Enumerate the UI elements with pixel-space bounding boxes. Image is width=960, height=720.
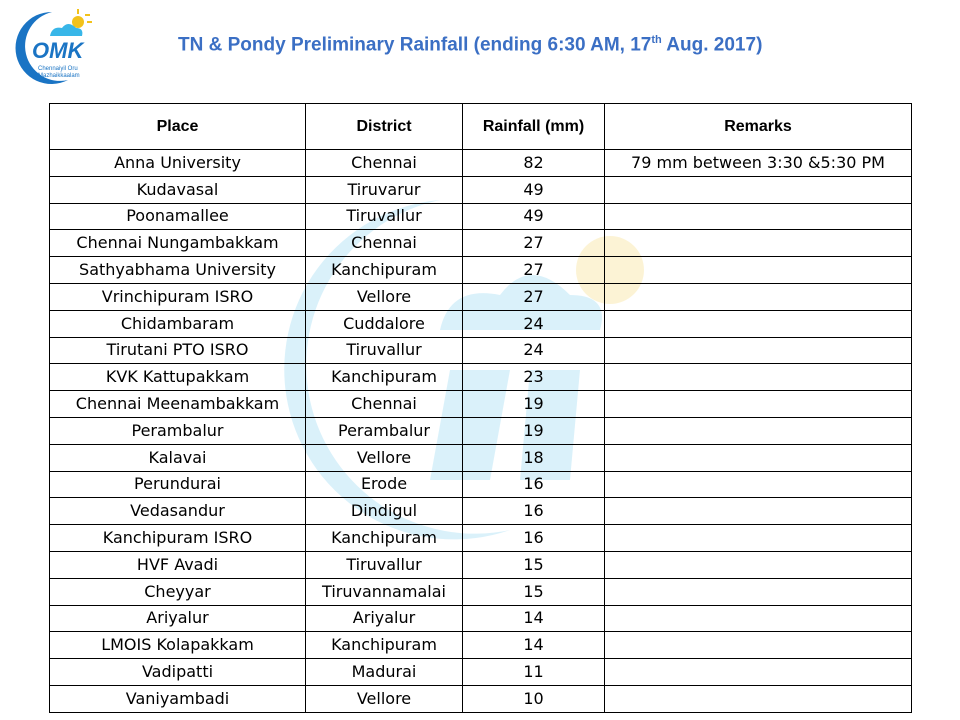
table-header-row bbox=[50, 104, 912, 150]
cell-rainfall: 49 bbox=[463, 176, 605, 203]
cell-place: Kalavai bbox=[50, 444, 306, 471]
rainfall-table bbox=[49, 103, 912, 713]
cell-rainfall: 15 bbox=[463, 551, 605, 578]
cell-district: Chennai bbox=[306, 230, 463, 257]
table-row bbox=[50, 551, 912, 578]
cell-place: Chennai Meenambakkam bbox=[50, 391, 306, 418]
cell-remarks bbox=[605, 310, 912, 337]
header-remarks: Remarks bbox=[605, 104, 912, 150]
cell-remarks bbox=[605, 551, 912, 578]
page-title: TN & Pondy Preliminary Rainfall (ending 6:30 AM, 17th Aug. 2017) bbox=[178, 34, 763, 56]
cell-rainfall: 27 bbox=[463, 257, 605, 284]
cell-district: Vellore bbox=[306, 283, 463, 310]
cell-place: Perundurai bbox=[50, 471, 306, 498]
cell-place: HVF Avadi bbox=[50, 551, 306, 578]
header-district: District bbox=[306, 104, 463, 150]
cell-place: Vaniyambadi bbox=[50, 685, 306, 712]
cell-remarks bbox=[605, 685, 912, 712]
cell-place: KVK Kattupakkam bbox=[50, 364, 306, 391]
cell-place: Perambalur bbox=[50, 417, 306, 444]
cell-district: Chennai bbox=[306, 150, 463, 177]
table-row bbox=[50, 659, 912, 686]
cell-remarks bbox=[605, 498, 912, 525]
cell-district: Kanchipuram bbox=[306, 525, 463, 552]
table-row bbox=[50, 337, 912, 364]
cell-place: Kudavasal bbox=[50, 176, 306, 203]
svg-text:OMK: OMK bbox=[32, 38, 84, 63]
cell-district: Perambalur bbox=[306, 417, 463, 444]
cell-district: Erode bbox=[306, 471, 463, 498]
cell-remarks bbox=[605, 337, 912, 364]
cell-remarks bbox=[605, 257, 912, 284]
table-row bbox=[50, 176, 912, 203]
cell-remarks bbox=[605, 230, 912, 257]
cell-remarks bbox=[605, 605, 912, 632]
cell-district: Tiruvallur bbox=[306, 337, 463, 364]
cell-remarks bbox=[605, 391, 912, 418]
table-row bbox=[50, 203, 912, 230]
cell-rainfall: 27 bbox=[463, 283, 605, 310]
cell-district: Dindigul bbox=[306, 498, 463, 525]
cell-remarks bbox=[605, 632, 912, 659]
cell-place: Kanchipuram ISRO bbox=[50, 525, 306, 552]
cell-remarks bbox=[605, 578, 912, 605]
table-row bbox=[50, 257, 912, 284]
cell-rainfall: 14 bbox=[463, 632, 605, 659]
cell-rainfall: 11 bbox=[463, 659, 605, 686]
cell-remarks bbox=[605, 525, 912, 552]
cell-rainfall: 14 bbox=[463, 605, 605, 632]
cell-rainfall: 16 bbox=[463, 525, 605, 552]
table-row bbox=[50, 632, 912, 659]
table-row bbox=[50, 364, 912, 391]
cell-place: Anna University bbox=[50, 150, 306, 177]
cell-district: Cuddalore bbox=[306, 310, 463, 337]
cell-place: Ariyalur bbox=[50, 605, 306, 632]
cell-district: Tiruvallur bbox=[306, 551, 463, 578]
cell-place: Chidambaram bbox=[50, 310, 306, 337]
cell-remarks: 79 mm between 3:30 &5:30 PM bbox=[605, 150, 912, 177]
table-row bbox=[50, 417, 912, 444]
cell-place: Poonamallee bbox=[50, 203, 306, 230]
cell-rainfall: 27 bbox=[463, 230, 605, 257]
cell-district: Vellore bbox=[306, 444, 463, 471]
cell-remarks bbox=[605, 417, 912, 444]
cell-district: Chennai bbox=[306, 391, 463, 418]
table-row bbox=[50, 230, 912, 257]
table-row bbox=[50, 150, 912, 177]
cell-place: Vadipatti bbox=[50, 659, 306, 686]
cell-district: Ariyalur bbox=[306, 605, 463, 632]
svg-text:Mazhaikkaalam: Mazhaikkaalam bbox=[38, 73, 80, 79]
cell-remarks bbox=[605, 176, 912, 203]
cell-rainfall: 16 bbox=[463, 471, 605, 498]
cell-remarks bbox=[605, 444, 912, 471]
cell-rainfall: 23 bbox=[463, 364, 605, 391]
cell-remarks bbox=[605, 203, 912, 230]
cell-rainfall: 19 bbox=[463, 417, 605, 444]
table-row bbox=[50, 283, 912, 310]
cell-rainfall: 15 bbox=[463, 578, 605, 605]
table-row bbox=[50, 605, 912, 632]
cell-district: Tiruvarur bbox=[306, 176, 463, 203]
cell-rainfall: 24 bbox=[463, 337, 605, 364]
table-row bbox=[50, 525, 912, 552]
cell-rainfall: 49 bbox=[463, 203, 605, 230]
svg-text:Chennaiyil Oru: Chennaiyil Oru bbox=[38, 66, 78, 72]
table-row bbox=[50, 310, 912, 337]
cell-district: Kanchipuram bbox=[306, 364, 463, 391]
cell-place: Vrinchipuram ISRO bbox=[50, 283, 306, 310]
cell-district: Kanchipuram bbox=[306, 257, 463, 284]
cell-rainfall: 16 bbox=[463, 498, 605, 525]
cell-rainfall: 10 bbox=[463, 685, 605, 712]
header-place: Place bbox=[50, 104, 306, 150]
cell-rainfall: 24 bbox=[463, 310, 605, 337]
cell-remarks bbox=[605, 471, 912, 498]
table-row bbox=[50, 498, 912, 525]
table-row bbox=[50, 471, 912, 498]
table-row bbox=[50, 685, 912, 712]
table-row bbox=[50, 444, 912, 471]
cell-rainfall: 19 bbox=[463, 391, 605, 418]
cell-place: Vedasandur bbox=[50, 498, 306, 525]
cell-district: Tiruvannamalai bbox=[306, 578, 463, 605]
cell-district: Kanchipuram bbox=[306, 632, 463, 659]
cell-remarks bbox=[605, 659, 912, 686]
table-row bbox=[50, 578, 912, 605]
omk-logo bbox=[8, 6, 96, 88]
cell-place: LMOIS Kolapakkam bbox=[50, 632, 306, 659]
cell-place: Sathyabhama University bbox=[50, 257, 306, 284]
cell-rainfall: 82 bbox=[463, 150, 605, 177]
cell-place: Chennai Nungambakkam bbox=[50, 230, 306, 257]
cell-district: Madurai bbox=[306, 659, 463, 686]
cell-district: Tiruvallur bbox=[306, 203, 463, 230]
cell-district: Vellore bbox=[306, 685, 463, 712]
table-row bbox=[50, 391, 912, 418]
cell-place: Tirutani PTO ISRO bbox=[50, 337, 306, 364]
cell-rainfall: 18 bbox=[463, 444, 605, 471]
cell-remarks bbox=[605, 283, 912, 310]
cell-remarks bbox=[605, 364, 912, 391]
cell-place: Cheyyar bbox=[50, 578, 306, 605]
header-rainfall: Rainfall (mm) bbox=[463, 104, 605, 150]
